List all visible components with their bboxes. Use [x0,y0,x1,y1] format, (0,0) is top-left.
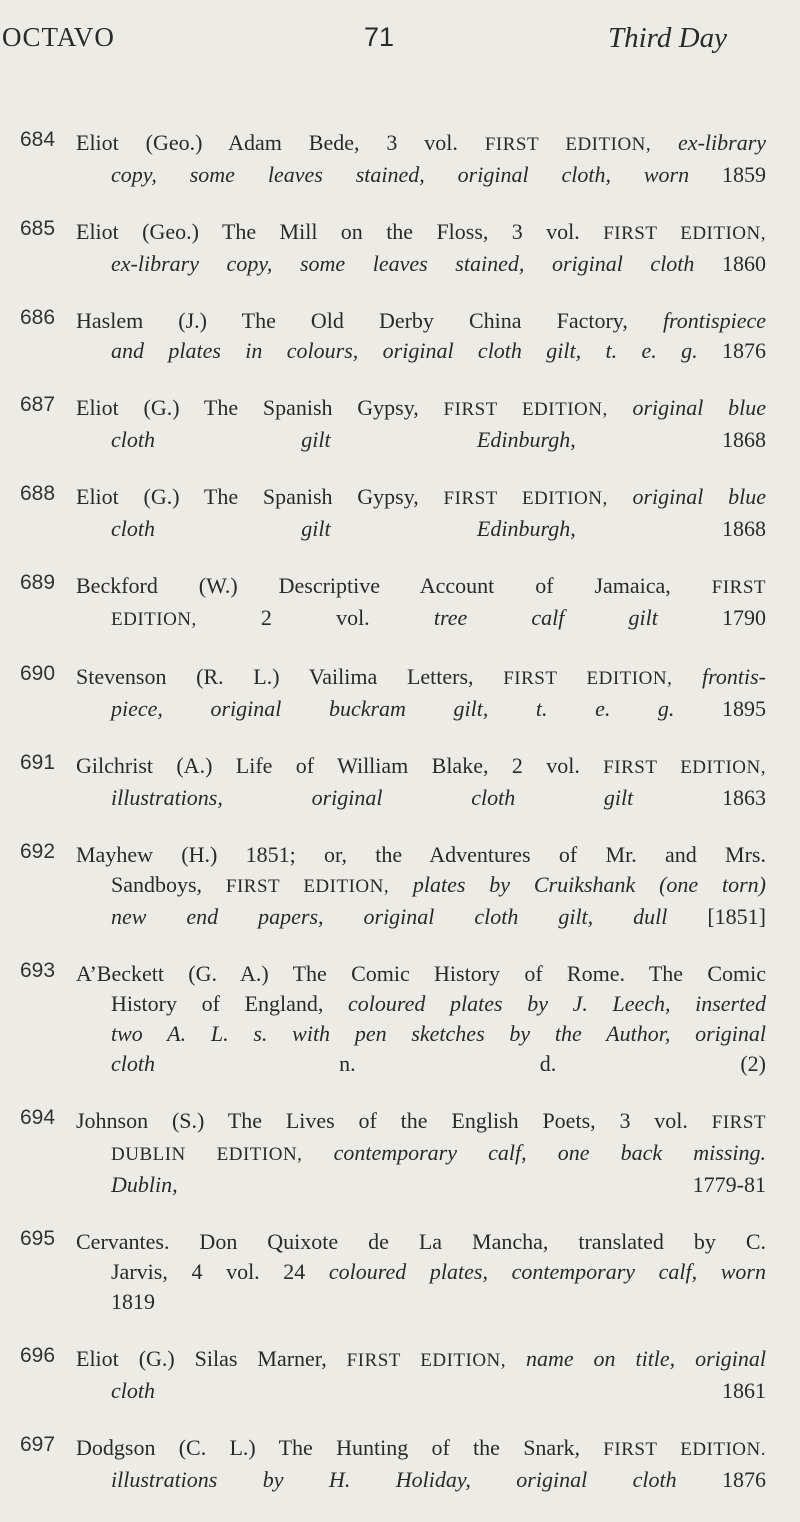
text-segment: coloured plates by J. Leech, inserted [348,991,766,1016]
text-segment: Eliot (Geo.) The Mill on the Floss, 3 vol. [76,219,604,244]
text-segment: Eliot (Geo.) Adam Bede, 3 vol. [76,130,485,155]
text-segment: [1851] [667,904,766,929]
lot-number: 685 [20,217,56,240]
lot-description-line [76,751,766,783]
text-segment: A’Beckett (G. A.) The Comic History of Rome. The Comic [76,961,766,986]
text-segment: FIRST EDITION, [603,223,766,244]
lot-description-line [76,393,766,425]
page-number: 71 [364,22,395,52]
lot-number: 697 [20,1433,56,1456]
lot-description-line [76,840,766,870]
text-segment: frontispiece [662,308,766,333]
lot-entry [0,840,800,932]
text-segment: Beckford (W.) Descriptive Account of Jamaica, [76,573,712,598]
header-format: OCTAVO [2,22,115,52]
text-segment: Jarvis, 4 vol. 24 [111,1259,329,1284]
text-segment: cloth [111,1378,155,1403]
page-header [0,22,800,62]
lot-description-line [111,694,766,724]
lot-description-line [111,1049,766,1079]
lot-number: 686 [20,306,56,329]
text-segment: 1860 [694,251,767,276]
lot-number: 696 [20,1344,56,1367]
lot-number: 695 [20,1227,56,1250]
text-segment: 1861 [155,1378,766,1403]
lot-description-line [76,1433,766,1465]
lot-description-line [111,336,766,366]
text-segment: and plates in colours, original cloth gilt, t. e. g. [111,338,698,363]
lot-description-line [76,217,766,249]
text-segment [672,664,702,689]
lot-description-line [111,1257,766,1287]
text-segment: frontis- [702,664,766,689]
lot-entry [0,482,800,544]
lot-description-line [76,128,766,160]
text-segment: tree calf gilt [433,605,658,630]
text-segment: Dublin, [111,1172,178,1197]
text-segment: name on title, original [525,1346,767,1371]
text-segment: Eliot (G.) The Spanish Gypsy, [76,484,444,509]
text-segment: Haslem (J.) The Old Derby China Factory, [76,308,663,333]
text-segment: 1868 [575,516,767,541]
text-segment: cloth [111,1051,155,1076]
lot-description-line [76,571,766,603]
text-segment: ex-library [678,130,767,155]
text-segment: Dodgson (C. L.) The Hunting of the Snark, [76,1435,604,1460]
text-segment: plates by Cruikshank (one torn) [412,872,766,897]
lot-description-line [111,1019,766,1049]
text-segment: DUBLIN EDITION, [111,1144,303,1165]
text-segment: 1876 [676,1467,766,1492]
lot-description-line [76,959,766,989]
text-segment: Johnson (S.) The Lives of the English Poets, 3 vol. [76,1108,712,1133]
text-segment: two A. L. s. with pen sketches by the Author, original [111,1021,766,1046]
lot-entry [0,217,800,279]
lot-description-line [111,514,766,544]
text-segment [302,1140,333,1165]
lot-number: 688 [20,482,56,505]
text-segment: Sandboys, [111,872,226,897]
text-segment: Cervantes. Don Quixote de La Mancha, translated by C. [76,1229,766,1254]
lot-description-line [111,1465,766,1495]
lot-number: 693 [20,959,56,982]
lot-number: 694 [20,1106,56,1129]
text-segment: FIRST EDITION, [484,134,652,155]
text-segment: Gilchrist (A.) Life of William Blake, 2 vol. [76,753,604,778]
lot-description-line [111,160,766,190]
lot-description-line [111,1138,766,1170]
lot-number: 690 [20,662,56,685]
lot-entry [0,571,800,635]
text-segment: 2 vol. [196,605,434,630]
text-segment: 1863 [633,785,766,810]
lot-description-line [111,989,766,1019]
text-segment: cloth gilt Edinburgh, [111,427,576,452]
lot-description-line [111,783,766,813]
text-segment: FIRST EDITION, [603,757,766,778]
text-segment: piece, original buckram gilt, t. e. g. [111,696,675,721]
text-segment [506,1346,526,1371]
text-segment [651,130,678,155]
text-segment [608,484,633,509]
text-segment: FIRST [711,1112,766,1133]
text-segment: FIRST EDITION, [503,668,673,689]
lot-description-line [111,1376,766,1406]
text-segment: 1779-81 [177,1172,766,1197]
lot-description-line [111,425,766,455]
text-segment: n. d. (2) [155,1051,766,1076]
lot-entry [0,306,800,366]
lot-number: 692 [20,840,56,863]
text-segment: FIRST EDITION, [346,1350,507,1371]
text-segment: FIRST EDITION, [443,399,608,420]
text-segment: FIRST EDITION, [443,488,608,509]
lot-entry [0,1227,800,1317]
lot-entry [0,128,800,190]
text-segment [608,395,633,420]
header-day: Third Day [608,22,727,54]
text-segment: 1876 [697,338,767,363]
lot-entry [0,1344,800,1406]
text-segment: 1895 [674,696,767,721]
lot-description-line [76,306,766,336]
text-segment: ex-library copy, some leaves stained, original cloth [111,251,695,276]
lot-entry [0,959,800,1079]
text-segment: 1868 [575,427,767,452]
lot-number: 684 [20,128,56,151]
text-segment: original blue [632,395,766,420]
text-segment: copy, some leaves stained, original cloth, worn [111,162,690,187]
lot-entry [0,751,800,813]
text-segment: 1859 [689,162,767,187]
text-segment: illustrations by H. Holiday, original cloth [111,1467,677,1492]
lot-number: 689 [20,571,56,594]
lot-entry [0,1106,800,1200]
text-segment: 1790 [657,605,767,630]
lot-description-line [111,902,766,932]
lot-description-line [76,482,766,514]
lot-description-line [111,1287,766,1317]
lot-description-line [111,870,766,902]
lot-description-line [111,249,766,279]
lot-entry [0,393,800,455]
text-segment: illustrations, original cloth gilt [111,785,634,810]
lot-description-line [111,603,766,635]
lot-description-line [76,1106,766,1138]
lot-list [0,128,800,1522]
text-segment: coloured plates, contemporary calf, worn [328,1259,766,1284]
text-segment: Eliot (G.) Silas Marner, [76,1346,347,1371]
lot-description-line [111,1170,766,1200]
text-segment: original blue [632,484,766,509]
lot-number: 687 [20,393,56,416]
lot-description-line [76,662,766,694]
text-segment: EDITION, [111,609,197,630]
text-segment: Stevenson (R. L.) Vailima Letters, [76,664,504,689]
text-segment [389,872,413,897]
lot-description-line [76,1344,766,1376]
text-segment: 1819 [111,1289,155,1314]
lot-number: 691 [20,751,56,774]
lot-entry [0,662,800,724]
text-segment: FIRST [711,577,766,598]
lot-description-line [76,1227,766,1257]
text-segment: cloth gilt Edinburgh, [111,516,576,541]
text-segment: Eliot (G.) The Spanish Gypsy, [76,395,444,420]
text-segment: FIRST EDITION, [225,876,390,897]
text-segment: History of England, [111,991,349,1016]
text-segment: FIRST EDITION. [603,1439,766,1460]
text-segment: contemporary calf, one back missing. [333,1140,766,1165]
text-segment: Mayhew (H.) 1851; or, the Adventures of Mr. and Mrs. [76,842,766,867]
text-segment: new end papers, original cloth gilt, dull [111,904,668,929]
lot-entry [0,1433,800,1495]
